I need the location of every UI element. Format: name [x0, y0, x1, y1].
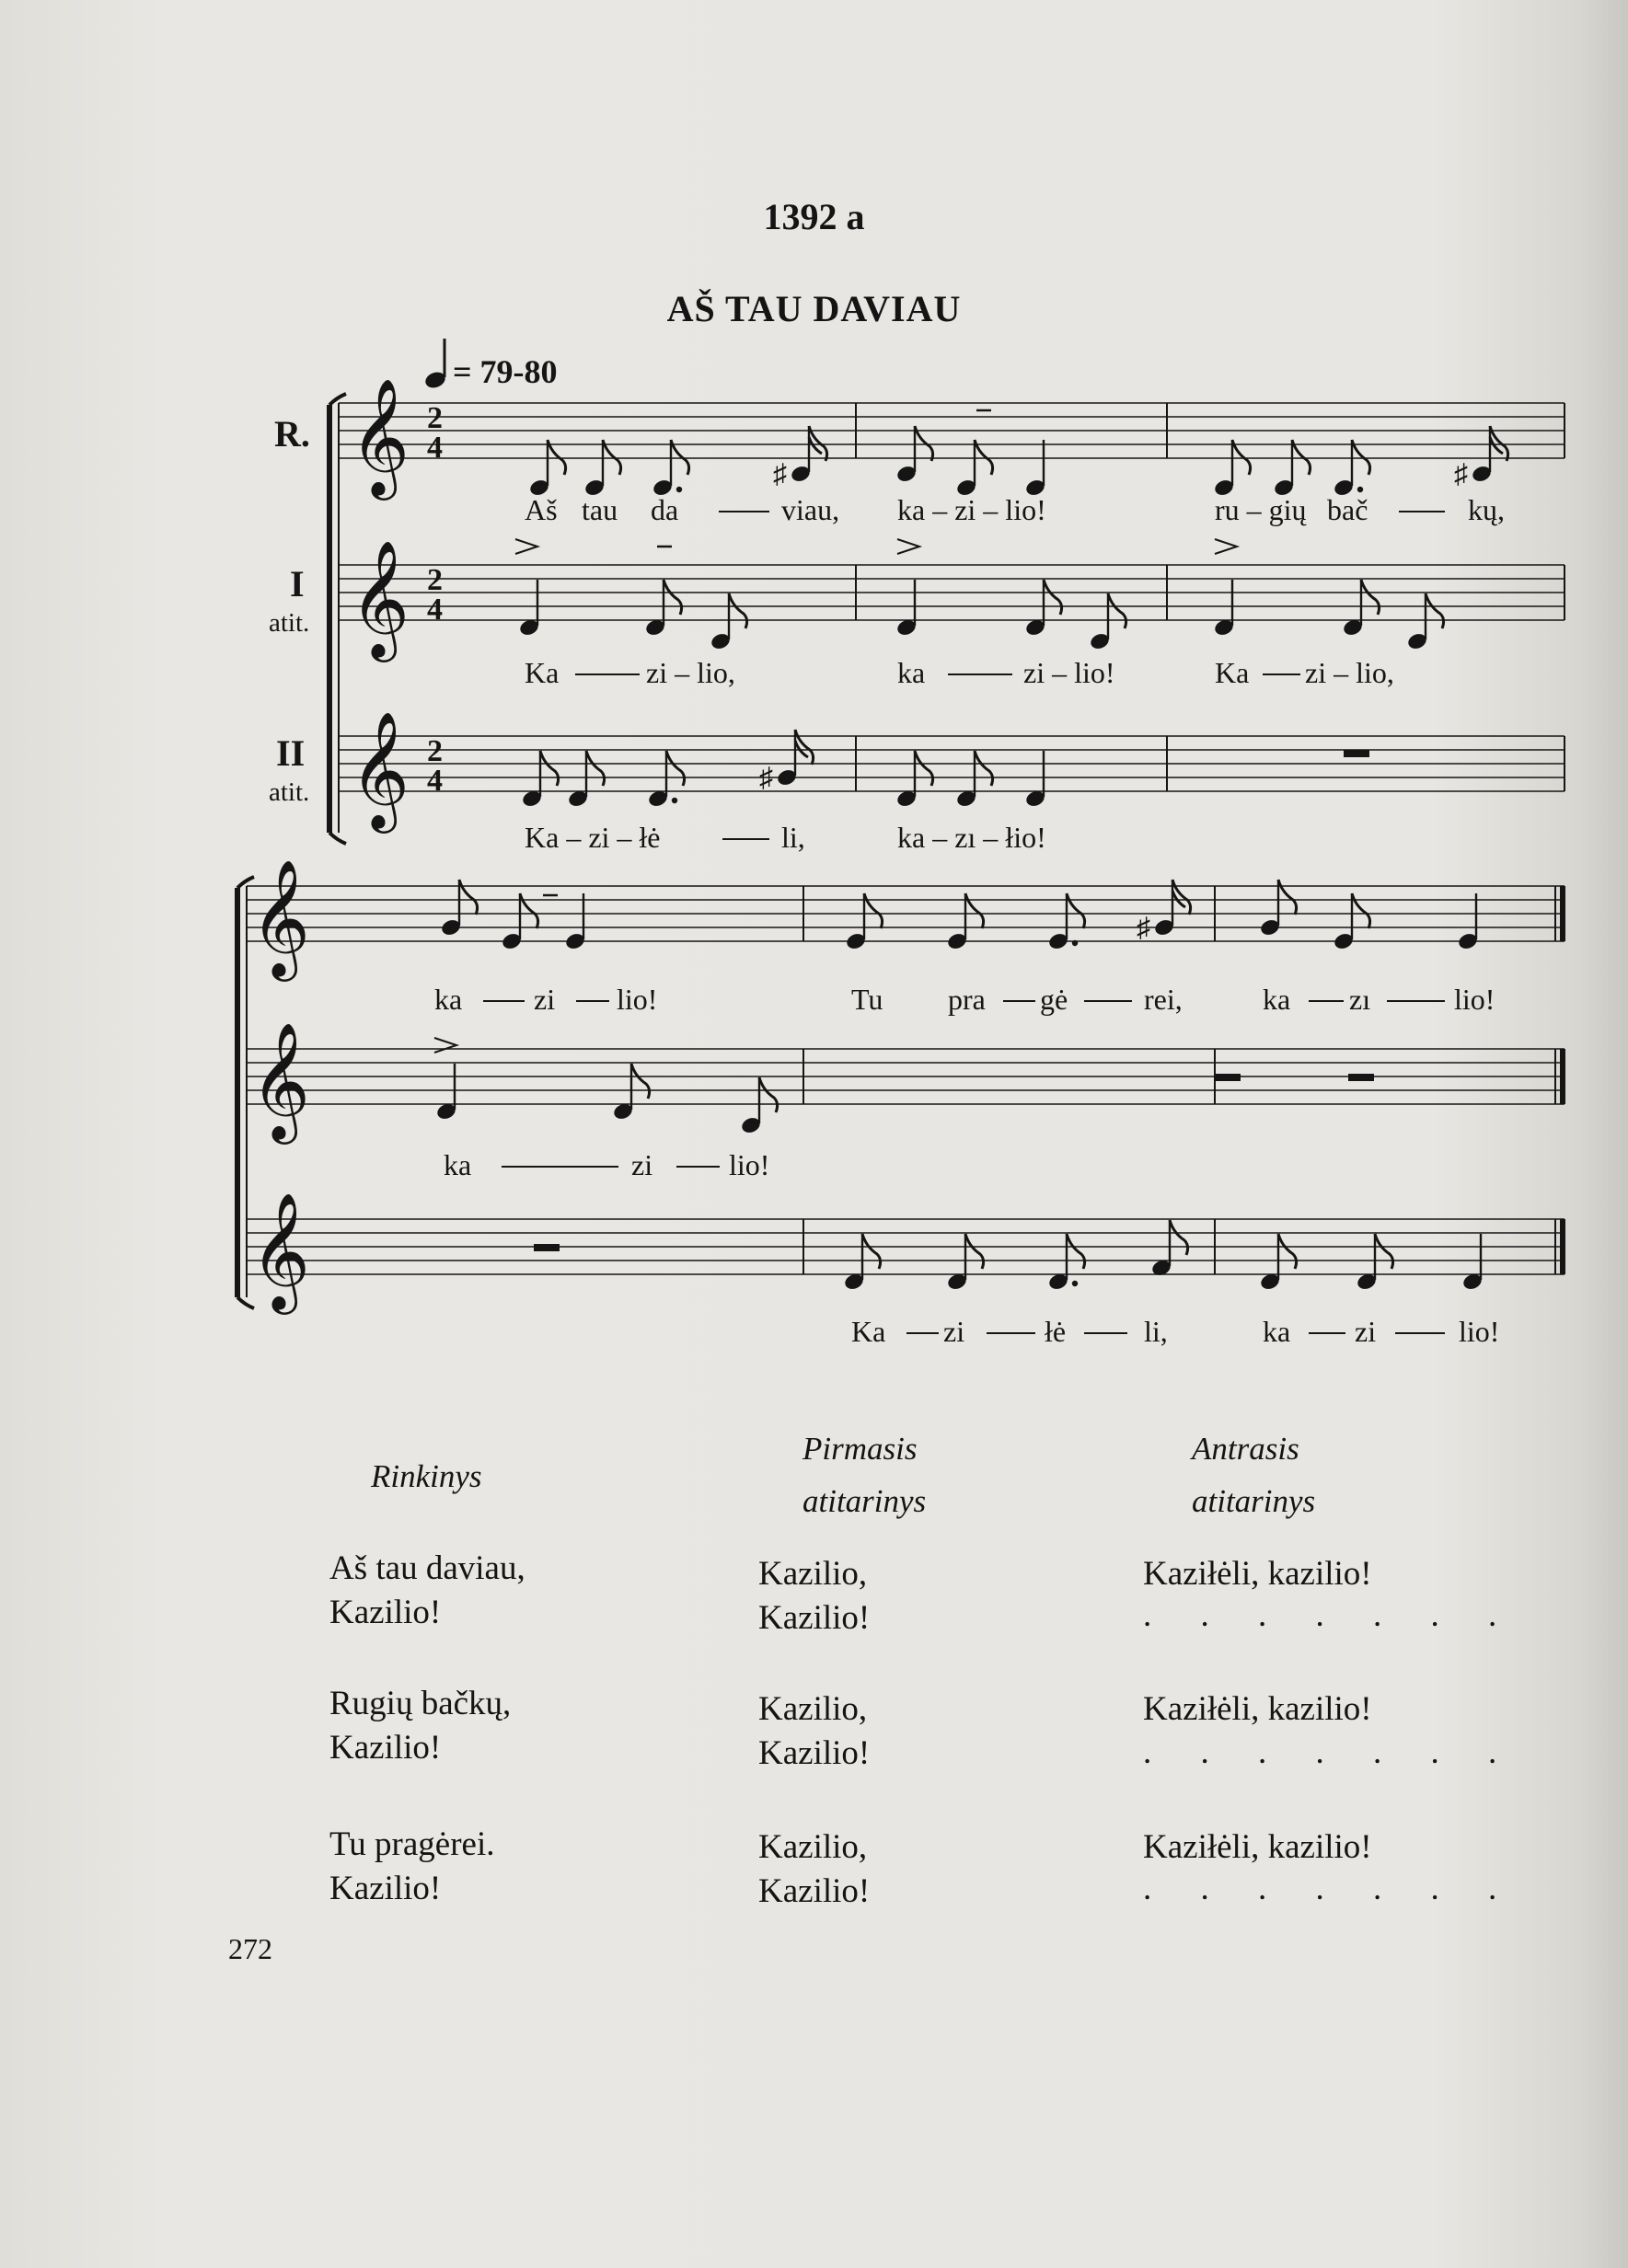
svg-text:lio!: lio!	[617, 983, 658, 1016]
treble-clef-icon: 𝄞	[350, 381, 410, 493]
svg-text:Ka: Ka	[525, 656, 560, 689]
eighth-note-icon	[1273, 440, 1310, 498]
svg-text:lio!: lio!	[1454, 983, 1495, 1016]
svg-text:♯: ♯	[1454, 459, 1468, 489]
whole-rest-icon	[1215, 1074, 1241, 1081]
eighth-note-icon	[1259, 880, 1297, 938]
row-text: Tu pragėrei.	[329, 1825, 495, 1863]
svg-text:li,: li,	[781, 821, 805, 854]
staff-i-1	[339, 565, 1564, 620]
eighth-note-icon	[1213, 440, 1251, 498]
row-text: Kazilio!	[758, 1734, 871, 1772]
eighth-note-icon	[710, 593, 747, 651]
eighth-note-icon	[501, 893, 538, 951]
accent-mark	[434, 539, 1237, 1053]
svg-text:lio!: lio!	[729, 1148, 770, 1181]
svg-text:zi – lio,: zi – lio,	[1305, 656, 1394, 689]
eighth-note-icon	[521, 751, 559, 809]
eighth-note-icon	[652, 440, 689, 498]
staff-ii-2	[247, 1219, 1564, 1274]
eighth-note-icon	[1024, 580, 1062, 638]
svg-text:viau,: viau,	[781, 493, 840, 526]
svg-text:ka: ka	[1263, 1315, 1291, 1348]
eighth-note-icon	[955, 751, 993, 809]
song-title: AŠ TAU DAVIAU	[666, 288, 962, 329]
svg-text:Tu: Tu	[851, 983, 883, 1016]
svg-text:ka – zi – lio!: ka – zi – lio!	[897, 493, 1046, 526]
quarter-note-icon	[1457, 893, 1479, 951]
svg-text:2: 2	[427, 563, 443, 597]
eighth-note-icon	[759, 730, 814, 793]
whole-rest-icon	[1348, 1074, 1374, 1081]
svg-text:zi – lio!: zi – lio!	[1023, 656, 1115, 689]
row-text: Aš tau daviau,	[329, 1549, 525, 1587]
svg-text:2: 2	[427, 734, 443, 768]
svg-text:Ka: Ka	[851, 1315, 886, 1348]
treble-clef-icon: 𝄞	[250, 862, 311, 974]
svg-text:pra: pra	[948, 983, 986, 1016]
eighth-note-icon	[644, 580, 682, 638]
page-number: 272	[228, 1932, 272, 1965]
svg-text:zi: zi	[631, 1148, 653, 1181]
row-text: Kazilio!	[329, 1870, 442, 1907]
whole-rest-icon	[534, 1244, 560, 1251]
quarter-note-icon	[895, 580, 918, 638]
row-text: Kaziłėli, kazilio!	[1143, 1828, 1372, 1866]
song-number: 1392 a	[763, 196, 865, 237]
final-barline	[1555, 886, 1565, 1274]
quarter-note-icon	[435, 1064, 457, 1122]
staff-r-1	[339, 403, 1564, 458]
svg-text:Ka – zi – łė: Ka – zi – łė	[525, 821, 661, 854]
svg-text:♯: ♯	[1137, 913, 1150, 943]
row-text: Kazilio!	[758, 1872, 871, 1910]
quarter-note-icon	[1461, 1234, 1484, 1292]
row-dots: . . . . . . .	[1143, 1733, 1518, 1771]
treble-clef-icon: 𝄞	[350, 714, 410, 826]
eighth-note-icon	[1333, 440, 1370, 498]
staff-i-2	[247, 1049, 1564, 1104]
svg-text:da: da	[651, 493, 679, 526]
quarter-note-icon	[518, 580, 540, 638]
quarter-note-icon	[1213, 580, 1235, 638]
eighth-note-icon	[946, 1234, 984, 1292]
svg-text:2: 2	[427, 401, 443, 435]
time-signature	[427, 401, 443, 798]
svg-text:ka – zı – łio!: ka – zı – łio!	[897, 821, 1046, 854]
table-header-antrasis: Antrasis	[1192, 1431, 1299, 1467]
row-text: Kazilio!	[329, 1594, 442, 1631]
row-text: Kaziłėli, kazilio!	[1143, 1555, 1372, 1593]
eighth-note-icon	[440, 880, 478, 938]
row-text: Kazilio!	[758, 1599, 871, 1637]
svg-text:♯: ♯	[773, 459, 787, 489]
svg-text:ka: ka	[897, 656, 926, 689]
svg-text:4: 4	[427, 593, 443, 627]
eighth-note-icon	[1047, 893, 1085, 951]
eighth-note-icon	[895, 751, 933, 809]
svg-text:łė: łė	[1045, 1315, 1067, 1348]
eighth-note-icon	[528, 440, 566, 498]
table-header-pirmasis-sub: atitarinys	[802, 1483, 927, 1519]
svg-text:bač: bač	[1327, 493, 1368, 526]
svg-text:kų,: kų,	[1468, 493, 1505, 526]
eighth-note-icon	[1137, 880, 1191, 943]
eighth-note-icon	[845, 893, 883, 951]
svg-text:ka: ka	[444, 1148, 472, 1181]
row-text: Kazilio,	[758, 1828, 868, 1866]
table-header-rinkinys: Rinkinys	[371, 1458, 482, 1494]
row-text: Kaziłėli, kazilio!	[1143, 1690, 1372, 1728]
tempo-note-icon	[423, 339, 447, 390]
svg-text:li,: li,	[1144, 1315, 1168, 1348]
svg-text:Ka: Ka	[1215, 656, 1250, 689]
svg-text:4: 4	[427, 431, 443, 465]
eighth-note-icon	[1089, 593, 1126, 651]
voice-label-i: I	[290, 563, 305, 604]
eighth-note-icon	[895, 426, 933, 484]
voice-sublabel-ii: atit.	[269, 777, 310, 807]
svg-text:zi: zi	[534, 983, 556, 1016]
quarter-note-icon	[564, 893, 586, 951]
eighth-note-icon	[1333, 893, 1370, 951]
row-text: Rugių bačkų,	[329, 1685, 512, 1722]
whole-rest-icon	[1344, 750, 1369, 757]
eighth-note-icon	[1047, 1234, 1085, 1292]
eighth-note-icon	[612, 1064, 650, 1122]
eighth-note-icon	[955, 440, 993, 498]
row-dots: . . . . . . .	[1143, 1596, 1518, 1634]
eighth-note-icon	[1259, 1234, 1297, 1292]
svg-text:ru – gių: ru – gių	[1215, 493, 1307, 526]
svg-text:zı: zı	[1349, 983, 1371, 1016]
eighth-note-icon	[1406, 593, 1444, 651]
voice-label-ii: II	[276, 732, 306, 774]
row-text: Kazilio!	[329, 1729, 442, 1767]
treble-clef-icon: 𝄞	[350, 543, 410, 655]
svg-text:rei,: rei,	[1144, 983, 1183, 1016]
svg-text:zi – lio,: zi – lio,	[646, 656, 735, 689]
svg-text:gė: gė	[1040, 983, 1068, 1016]
tempo-text: = 79-80	[453, 353, 558, 390]
svg-text:lio!: lio!	[1459, 1315, 1500, 1348]
eighth-note-icon	[567, 751, 605, 809]
eighth-note-icon	[583, 440, 621, 498]
svg-text:♯: ♯	[759, 763, 773, 793]
treble-clef-icon: 𝄞	[250, 1025, 311, 1137]
table-header-pirmasis: Pirmasis	[802, 1431, 918, 1467]
svg-text:Aš: Aš	[525, 493, 558, 526]
svg-text:ka: ka	[1263, 983, 1291, 1016]
row-dots: . . . . . . .	[1143, 1870, 1518, 1907]
svg-text:tau: tau	[582, 493, 618, 526]
eighth-note-icon	[1342, 580, 1380, 638]
voice-label-r: R.	[274, 413, 310, 455]
staff-ii-1	[339, 736, 1564, 791]
eighth-note-icon	[1150, 1220, 1188, 1278]
svg-text:4: 4	[427, 764, 443, 798]
row-text: Kazilio,	[758, 1690, 868, 1728]
voice-sublabel-i: atit.	[269, 608, 310, 638]
eighth-note-icon	[647, 751, 685, 809]
svg-text:zi: zi	[1355, 1315, 1377, 1348]
svg-text:ka: ka	[434, 983, 463, 1016]
treble-clef-icon: 𝄞	[250, 1195, 311, 1307]
eighth-note-icon	[740, 1077, 778, 1135]
quarter-note-icon	[1024, 440, 1046, 498]
svg-text:zi: zi	[943, 1315, 965, 1348]
eighth-note-icon	[1356, 1234, 1393, 1292]
row-text: Kazilio,	[758, 1555, 868, 1593]
table-header-antrasis-sub: atitarinys	[1192, 1483, 1316, 1519]
quarter-note-icon	[1024, 751, 1046, 809]
eighth-note-icon	[843, 1234, 881, 1292]
eighth-note-icon	[946, 893, 984, 951]
